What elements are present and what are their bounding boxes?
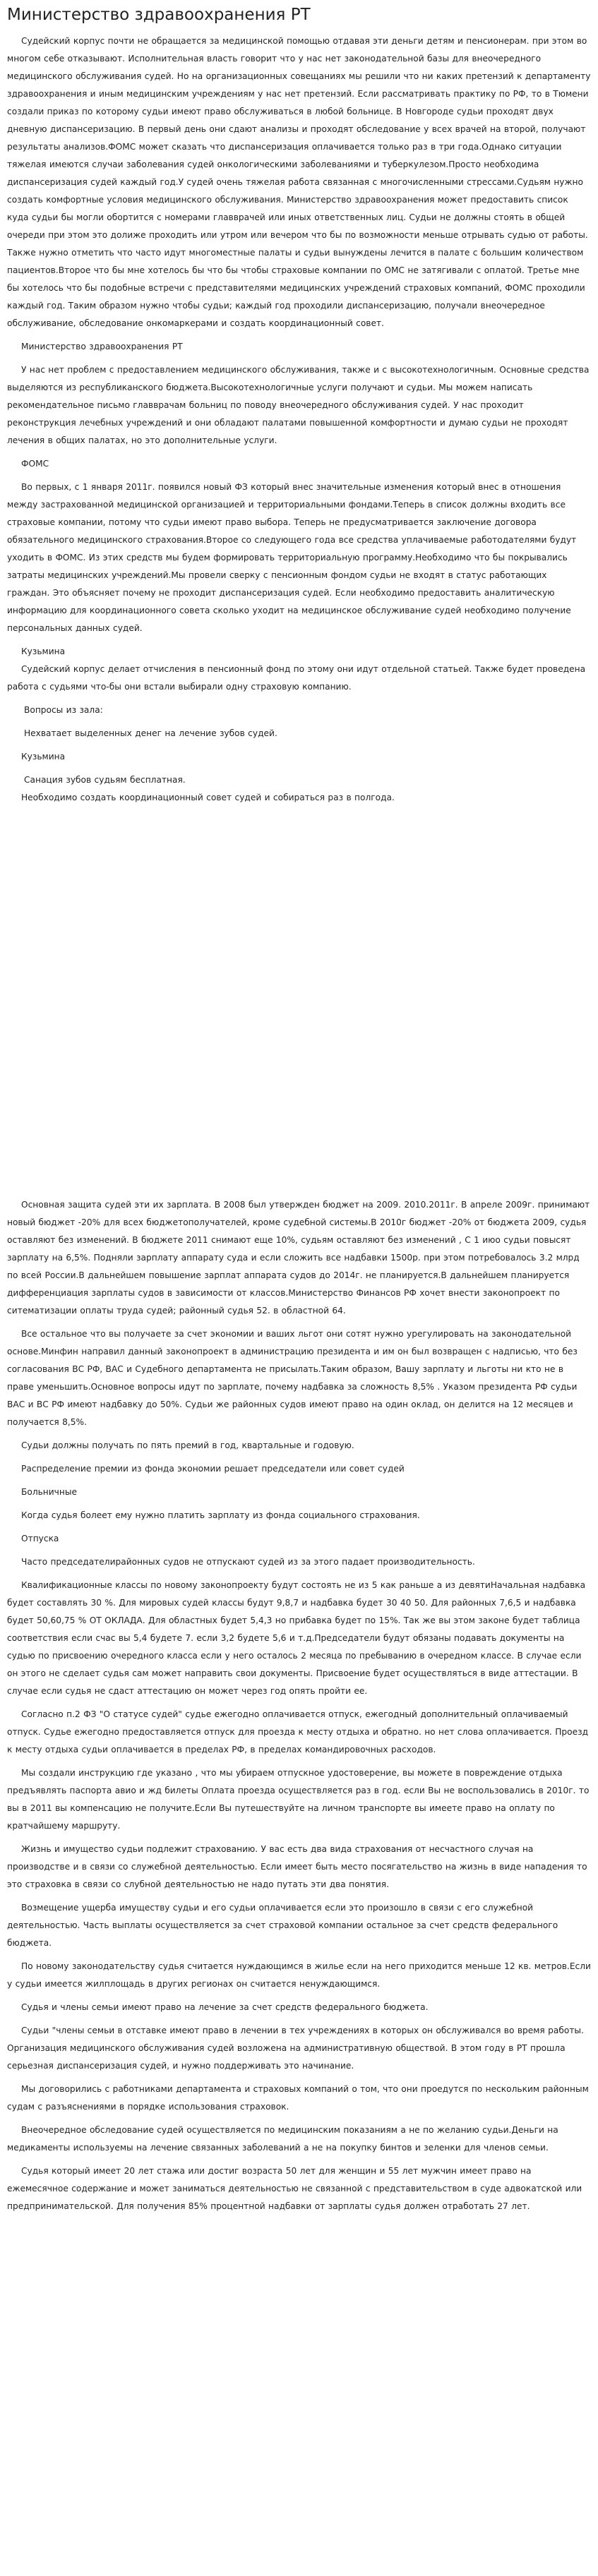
paragraph: Квалификационные классы по новому законопроекту будут состоять не из 5 как раньше а из девятиНачальная надбавка будет составлять 30 %. Для мировых судей классы будут 9,8,7 и надбавка будет 30 40 50. Для районных 7,6,5 и надбавка будет 50,60,75 % ОТ ОКЛАДА. Для областных будет 5,4,3 но прибавка будет по 15%. Так же вы этом законе будет таблица соответствия если счас вы 5,4 будете 7. если 3,2 будете 5,6 и т.д.Председатели будут обязаны подавать документы на судью по присвоению очередного класса если у него осталось 2 месяца по пребыванию в очередном классе. В случае если он этого не сделает судья сам может направить свои документы. Присвоение будет осуществляться в виде аттестации. В случае если судья не сдаст аттестацию он может через год опять пройти ее. <box>7 1580 586 1696</box>
paragraph: Во первых, с 1 января 2011г. появился новый ФЗ который внес значительные изменения который внес в отношения между застрахованной медицинской организацией и территориальными фондами.Теперь в список должны входить все страховые компании, потому что судьи имеют право выбора. Теперь не предусматривается заключение договора обязательного медицинского страхования.Второе со следующего года все средства уплачиваемые работодателями будут уходить в ФОМС. Из этих средств мы будем формировать территориальную программу.Необходимо что бы покрывались затраты медицинских учреждений.Мы провели сверку с пенсионным фондом судьи не входят в статус работающих граждан. Это объясняет почему не проходит диспансеризация судей. Если необходимо предоставить аналитическую информацию для координационного совета сколько уходит на медицинское обслуживание судей необходимо получение персональных данных судей. <box>7 482 577 633</box>
paragraph: Судейский корпус почти не обращается за медицинской помощью отдавая эти деньги детям и пенсионерам. при этом во многом себе отказывают. Исполнительная власть говорит что у нас нет законодательной базы для внеочередного медицинского обслуживания судей. Но на организационных совещаниях мы решили что ни каких претензий к департаменту здравоохранения и иным медицинским учреждениям у нас нет претензий. Если рассматривать практику по РФ, то в Тюмени создали приказ по которому судьи имеют право обслуживаться в любой больнице. В Новгороде судьи проходят двух дневную диспансеризацию. В первый день они сдают анализы и проходят обследование у всех врачей на второй, получают результаты анализов.ФОМС может сказать что диспансеризация оплачивается только раз в три года.Однако ситуации тяжелая имеются случаи заболевания судей онкологическими заболеваниями и туберкулезом.Просто необходима диспансеризация судей каждый год.У судей очень тяжелая работа связанная с многочисленными стрессами.Судьям нужно создать комфортные условия медицинского обслуживания. Министерство здравоохранения может предоставить список куда судьи бы могли обортится с номерами главврачей или иных ответственных лиц. Судьи не должны стоять в общей очереди при этом это долиже проходить или утром или вечером что бы по возможности меньше отрывать судью от работы. Также нужно отметить что часто идут многоместные палаты и судьи вынуждены лечится в палате с большим количеством пациентов.Второе что бы мне хотелось бы что бы чтобы страховые компании по ОМС не затягивали с оплатой. Третье мне бы хотелось что бы подобные встречи с представителями медицинских учреждений страховых компаний, ФОМС проходили каждый год. Таким образом нужно чтобы судьи; каждый год проходили диспансеризацию, получали внеочередное обслуживание, обследование онкомаркерами и создать координационный совет. <box>7 36 591 328</box>
question-item: Нехватает выделенных денег на лечение зубов судей. <box>24 728 277 738</box>
blank-space <box>7 807 591 1196</box>
paragraph: Внеочередное обследование судей осуществляется по медицинским показаниям а не по желанию судьи.Деньги на медикаменты используемы на лечение связанных заболеваний а не на покупку бинтов и зеленки для членов семьи. <box>7 2125 558 2153</box>
subheading: Отпуска <box>21 1534 59 1543</box>
paragraph: По новому законодательству судья считается нуждающимся в жилье если на него приходится меньше 12 кв. метров.Если у судьи имеется жилплощадь в других регионах он считается ненуждающимся. <box>7 1961 591 1989</box>
paragraph: Необходимо создать координационный совет судей и собираться раз в полгода. <box>21 793 395 802</box>
paragraph: Жизнь и имущество судьи подлежит страхованию. У вас есть два вида страхования от несчастного случая на производстве и в связи со служебной деятельностью. Если имеет быть место посягательство на жизнь в виде нападения то это страховка в связи со слубной деятельностью не надо путать эти два понятия. <box>7 1844 587 1889</box>
paragraph: Мы создали инструкцию где указано , что мы убираем отпускное удостоверение, вы можете в повреждение отдыха предъявлять паспорта авио и жд билеты Оплата проезда осуществляется раз в год. если Вы не воспользовались в 2010г. то вы в 2011 вы компенсацию не получите.Если Вы путешествуйте на личном транспорте вы имеете право на оплату по кратчайшему маршруту. <box>7 1768 590 1831</box>
section-heading: ФОМС <box>21 459 49 469</box>
paragraph: Судьи "члены семьи в отставке имеют право в лечении в тех учреждениях в которых он обслуживался во время работы. Организация медицинского обслуживания судей возложена на административную обществой. В этом году в РТ прошла серьезная диспансеризация судей, и нужно поддерживать это начинание. <box>7 2026 584 2071</box>
paragraph: Часто председателирайонных судов не отпускают судей из за этого падает производительность. <box>21 1557 475 1567</box>
paragraph: У нас нет проблем с предоставлением медицинского обслуживания, также и с высокотехнологичным. Основные средства выделяются из республиканского бюджета.Высокотехнологичные услуги получают и судьи. Мы можем написать рекомендательное письмо главврачам больниц по поводу внеочередного обслуживания судей. У нас проходит реконструкция лечебных учреждений и они обладают палатами повышенной комфортности и думаю судьи не проходят лечения в общих палатах, но это дополнительные услуги. <box>7 365 590 445</box>
paragraph: Возмещение ущерба имуществу судьи и его судьи оплачивается если это произошло в связи с его служебной деятельностью. Часть выплаты осуществляется за счет страховой компании остальное за счет средств федерального бюджета. <box>7 1903 558 1948</box>
paragraph: Основная защита судей эти их зарплата. В 2008 был утвержден бюджет на 2009. 2010.2011г. В апреле 2009г. принимают новый бюджет -20% для всех бюджетополучателей, кроме судебной системы.В 2010г бюджет -20% от бюджета 2009, судья оставляют без изменений. В бюджете 2011 снимают еще 10%, судьям оставляют без изменений , С 1 июо судьи повысят зарплату на 6,5%. Подняли зарплату аппарату суда и если сложить все надбавки 1500р. при этом потребовалось 3.2 млрд по всей России.В дальнейшем повышение зарплат аппарата судов до 2014г. не планируется.В дальнейшем планируется дифференциация зарплаты судов в зависимости от классов.Министерство Финансов РФ хочет внести законопроект по ситематизации оплаты труда судей; районный судья 52. в областной 64. <box>7 1200 590 1316</box>
paragraph: Судья который имеет 20 лет стажа или достиг возраста 50 лет для женщин и 55 лет мужчин имеет право на ежемесячное содержание и может заниматься деятельностью не связанной с представительством в суде адвокатской или предпринимательской. Для получения 85% процентной надбавки от зарплаты судья должен отработать 27 лет. <box>7 2166 582 2211</box>
section-heading: Министерство здравоохранения РТ <box>21 342 183 351</box>
paragraph: Судьи должны получать по пять премий в год, квартальные и годовую. <box>21 1440 354 1450</box>
section-heading: Кузьмина <box>21 752 66 762</box>
document <box>7 0 591 2215</box>
paragraph: Согласно п.2 ФЗ "О статусе судей" судье ежегодно оплачивается отпуск, ежегодный дополнительный оплачиваемый отпуск. Судье ежегодно предоставляется отпуск для проезда к месту отдыха и обратно. но нет слова оплачивается. Проезд к месту отдыха судьи оплачивается в пределах РФ, в пределах командировочных расходов. <box>7 1709 589 1755</box>
paragraph: Распределение премии из фонда экономии решает председатели или совет судей <box>21 1464 405 1474</box>
paragraph: Мы договорились с работниками департамента и страховых компаний о том, что они проедутся по нескольким районным судам с разъяснениями в порядке использования страховок. <box>7 2084 589 2112</box>
questions-heading: Вопросы из зала: <box>24 705 103 715</box>
paragraph: Санация зубов судьям бесплатная. <box>24 775 186 785</box>
paragraph: Судейский корпус делает отчисления в пенсионный фонд по этому они идут отдельной статьей. Также будет проведена работа с судьями что-бы они встали выбирали одну страховую компанию. <box>7 664 586 692</box>
paragraph: Судья и члены семьи имеют право на лечение за счет средств федерального бюджета. <box>21 2002 429 2012</box>
subheading: Больничные <box>21 1487 77 1497</box>
section-heading: Кузьмина <box>21 646 66 656</box>
page-title: Министерство здравоохранения РТ <box>7 6 311 24</box>
paragraph: Все остальное что вы получаете за счет экономии и ваших льгот они сотят нужно урегулировать на законодательной основе.Минфин направил данный законопроект в администрацию президента и им он был возвращен с надписью, что без согласования ВС РФ, ВАС и Судебного департамента не присылать.Таким образом, Вашу зарплату и льготы ни кто не в праве уменьшить.Основное вопросы идут по зарплате, почему надбавка за сложность 8,5% . Указом президента РФ судьи ВАС и ВС РФ имеют надбавку до 50%. Судьи же районных судов имеют право на один оклад, он делится на 12 месяцев и получается 8,5%. <box>7 1329 578 1427</box>
paragraph: Когда судья болеет ему нужно платить зарплату из фонда социального страхования. <box>21 1510 420 1520</box>
